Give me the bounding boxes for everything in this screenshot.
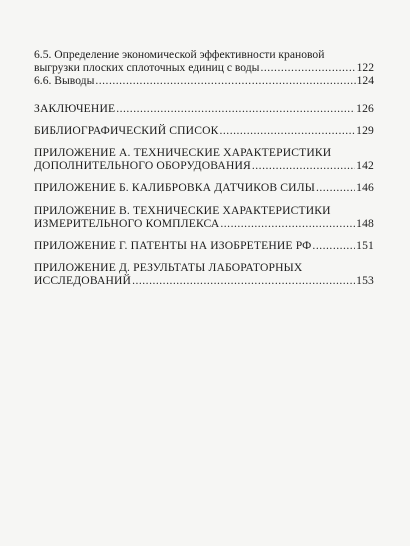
toc-entry-title: ИССЛЕДОВАНИЙ <box>34 274 132 288</box>
dot-leader <box>95 74 355 87</box>
toc-entry-title: ПРИЛОЖЕНИЕ Б. КАЛИБРОВКА ДАТЧИКОВ СИЛЫ <box>34 181 315 195</box>
toc-entry-appendix-a <box>34 146 374 172</box>
dot-leader <box>312 239 355 252</box>
toc-entry-title: ДОПОЛНИТЕЛЬНОГО ОБОРУДОВАНИЯ <box>34 159 251 173</box>
dot-leader <box>220 217 355 230</box>
dot-leader <box>220 124 356 137</box>
toc-entry-6-6 <box>34 74 374 87</box>
toc-entry-conclusion <box>34 102 374 115</box>
toc-entry-title: БИБЛИОГРАФИЧЕСКИЙ СПИСОК <box>34 123 219 137</box>
toc-entry-appendix-b <box>34 181 374 194</box>
toc-entry-line: ПРИЛОЖЕНИЕ В. ТЕХНИЧЕСКИЕ ХАРАКТЕРИСТИКИ <box>34 203 331 217</box>
toc-page-number: 151 <box>356 239 374 253</box>
toc-page-number: 122 <box>356 61 374 75</box>
toc-entry-6-5 <box>34 48 374 74</box>
toc-page-number: 124 <box>356 74 374 88</box>
toc-page-number: 153 <box>356 274 374 288</box>
toc-entry-title: 6.6. Выводы <box>34 74 95 88</box>
toc-entry-title: выгрузки плоских сплоточных единиц с воды <box>34 61 260 75</box>
toc-page-number: 148 <box>356 216 374 230</box>
toc-entry-title: ЗАКЛЮЧЕНИЕ <box>34 101 116 115</box>
toc-entry-title: ИЗМЕРИТЕЛЬНОГО КОМПЛЕКСА <box>34 216 220 230</box>
toc-page-number: 129 <box>356 123 374 137</box>
toc-entry-appendix-d <box>34 261 374 287</box>
toc-entry-title: ПРИЛОЖЕНИЕ Г. ПАТЕНТЫ НА ИЗОБРЕТЕНИЕ РФ <box>34 239 312 253</box>
dot-leader <box>252 159 355 172</box>
table-of-contents <box>34 48 374 288</box>
toc-page-number: 146 <box>356 181 374 195</box>
dot-leader <box>260 61 355 74</box>
toc-entry-appendix-g <box>34 239 374 252</box>
dot-leader <box>116 102 355 115</box>
toc-page-number: 142 <box>356 159 374 173</box>
toc-entry-line: ПРИЛОЖЕНИЕ Д. РЕЗУЛЬТАТЫ ЛАБОРАТОРНЫХ <box>34 261 303 275</box>
toc-entry-bibliography <box>34 124 374 137</box>
toc-entry-line: 6.5. Определение экономической эффективности крановой <box>34 48 325 61</box>
dot-leader <box>132 274 355 287</box>
dot-leader <box>316 181 355 194</box>
toc-entry-line: ПРИЛОЖЕНИЕ А. ТЕХНИЧЕСКИЕ ХАРАКТЕРИСТИКИ <box>34 146 332 160</box>
toc-entry-appendix-v <box>34 204 374 230</box>
toc-page-number: 126 <box>356 101 374 115</box>
